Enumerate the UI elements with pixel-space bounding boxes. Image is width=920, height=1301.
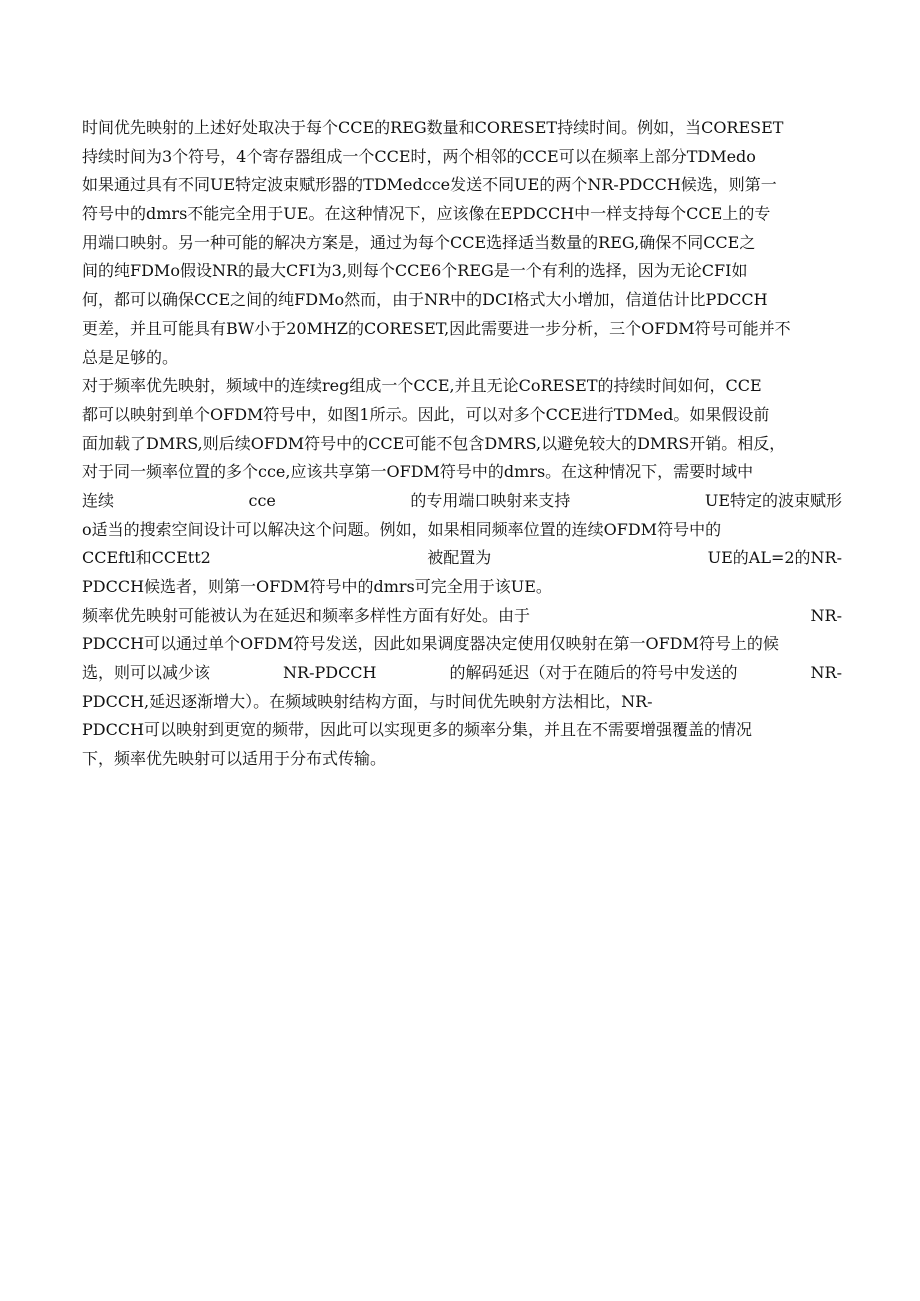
text-line: PDCCH候选者，则第一OFDM符号中的dmrs可完全用于该UE。 <box>82 577 552 596</box>
text-line: 用端口映射。另一种可能的解决方案是，通过为每个CCE选择适当数量的REG,确保不同CCE之 <box>82 232 756 252</box>
text-line: 符号中的dmrs不能完全用于UE。在这种情况下，应该像在EPDCCH中一样支持每个CCE上的专 <box>82 204 771 224</box>
text-line: 对于同一频率位置的多个cce,应该共享第一OFDM符号中的dmrs。在这种情况下，需要时域中 <box>82 462 754 482</box>
text-line: 何，都可以确保CCE之间的纯FDMo然而，由于NR中的DCI格式大小增加，信道估计比PDCCH <box>82 290 768 310</box>
text-line: 面加载了DMRS,则后续OFDM符号中的CCE可能不包含DMRS,以避免较大的DMRS开销。相反， <box>82 433 786 453</box>
text-line: 时间优先映射的上述好处取决于每个CCE的REG数量和CORESET持续时间。例如，当CORESET <box>82 118 784 137</box>
text-line: 总是足够的。 <box>82 347 179 367</box>
paragraph-time-first-mapping <box>82 114 842 372</box>
text-line: 更差，并且可能具有BW小于20MHZ的CORESET,因此需要进一步分析，三个OFDM符号可能并不 <box>82 318 791 338</box>
text-line: 选，则可以减少该 NR-PDCCH 的解码延迟（对于在随后的符号中发送的 NR- <box>82 663 842 683</box>
document-body <box>82 114 842 774</box>
text-line: 都可以映射到单个OFDM符号中，如图1所示。因此，可以对多个CCE进行TDMed。如果假设前 <box>82 404 770 424</box>
text-line: 对于频率优先映射，频域中的连续reg组成一个CCE,并且无论CoRESET的持续时间如何，CCE <box>82 376 762 396</box>
text-line: 连续 cce 的专用端口映射来支持 UE特定的波束赋形 <box>82 490 842 510</box>
text-line: PDCCH,延迟逐渐增大）。在频域映射结构方面，与时间优先映射方法相比，NR- <box>82 691 653 711</box>
text-line: 持续时间为3个符号，4个寄存器组成一个CCE时，两个相邻的CCE可以在频率上部分TDMedo <box>82 146 756 166</box>
text-line: CCEftl和CCEtt2 被配置为 UE的AL=2的NR- <box>82 548 842 568</box>
paragraph-delay-and-diversity <box>82 602 842 774</box>
text-line: PDCCH可以映射到更宽的频带，因此可以实现更多的频率分集，并且在不需要增强覆盖的情况 <box>82 720 753 740</box>
text-line: o适当的搜索空间设计可以解决这个问题。例如，如果相同频率位置的连续OFDM符号中的 <box>82 519 722 539</box>
text-line: 频率优先映射可能被认为在延迟和频率多样性方面有好处。由于 NR- <box>82 605 842 625</box>
text-line: 间的纯FDMo假设NR的最大CFI为3,则每个CCE6个REG是一个有利的选择，因为无论CFI如 <box>82 261 748 281</box>
paragraph-frequency-first-mapping <box>82 372 842 602</box>
text-line: 下，频率优先映射可以适用于分布式传输。 <box>82 749 387 769</box>
text-line: PDCCH可以通过单个OFDM符号发送，因此如果调度器决定使用仅映射在第一OFDM符号上的候 <box>82 634 779 654</box>
text-line: 如果通过具有不同UE特定波束赋形器的TDMedcce发送不同UE的两个NR-PDCCH候选，则第一 <box>82 175 777 195</box>
